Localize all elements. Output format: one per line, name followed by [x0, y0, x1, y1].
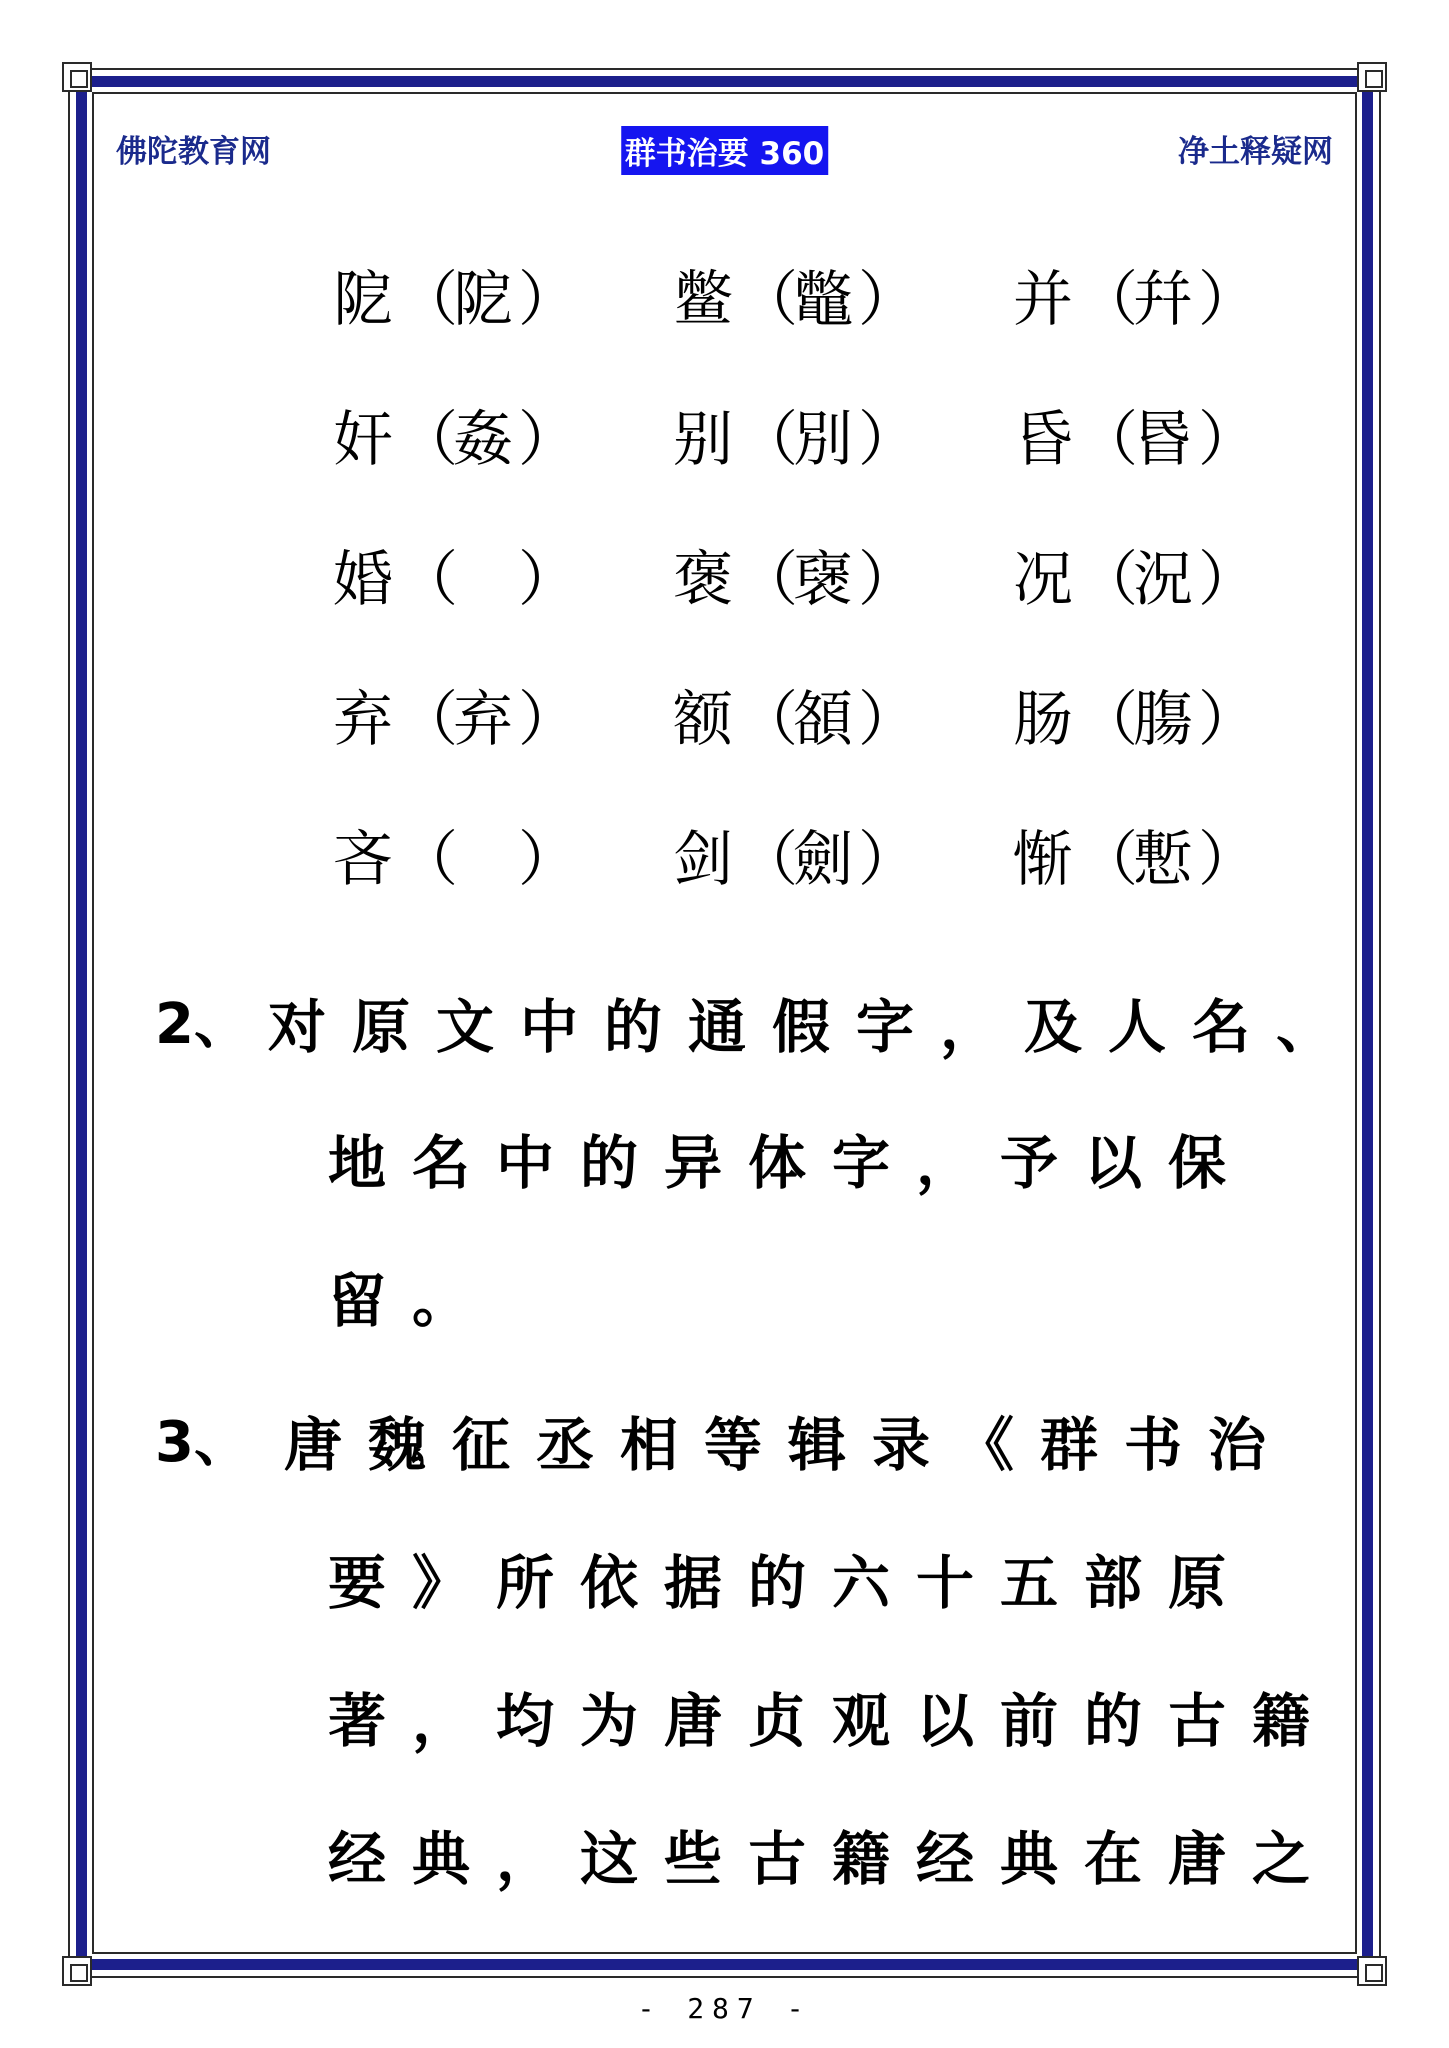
corner-ornament-bottom-left: [62, 1956, 92, 1986]
variant-character: 幷: [1133, 265, 1193, 335]
variant-pair: [328, 825, 668, 895]
standard-character: 肠: [1013, 685, 1073, 755]
corner-ornament-top-left: [62, 62, 92, 92]
item-3-line-3: 著，均为唐贞观以前的古籍: [328, 1687, 1337, 1755]
variant-character: 姦: [453, 405, 513, 475]
variant-pair: [668, 405, 1008, 475]
variant-row: [328, 545, 1348, 615]
standard-character: 别: [673, 405, 733, 475]
close-paren: ）: [858, 265, 918, 335]
variant-character: 昬: [1133, 405, 1193, 475]
variant-character: 劍: [793, 825, 853, 895]
variant-character: 襃: [793, 545, 853, 615]
corner-ornament-bottom-right: [1357, 1956, 1387, 1986]
header-title: 群书治要 360: [621, 126, 829, 175]
variant-pair: [328, 545, 668, 615]
open-paren: （: [1078, 545, 1138, 615]
standard-character: 惭: [1013, 825, 1073, 895]
variant-character: 膓: [1133, 685, 1193, 755]
variant-character: 阸: [453, 265, 513, 335]
standard-character: 昏: [1013, 405, 1073, 475]
variant-pair: [668, 685, 1008, 755]
standard-character: 况: [1013, 545, 1073, 615]
standard-character: 剑: [673, 825, 733, 895]
close-paren: ）: [858, 685, 918, 755]
item-3-line-4: 经典，这些古籍经典在唐之: [328, 1825, 1337, 1893]
variant-pair: [328, 405, 668, 475]
header-site-right: 净土释疑网: [1178, 134, 1333, 170]
close-paren: ）: [518, 825, 578, 895]
variant-row: [328, 265, 1348, 335]
close-paren: ）: [858, 545, 918, 615]
variant-character: 頟: [793, 685, 853, 755]
standard-character: 阸: [333, 265, 393, 335]
variant-row: [328, 685, 1348, 755]
standard-character: 弃: [333, 685, 393, 755]
close-paren: ）: [518, 685, 578, 755]
open-paren: （: [1078, 265, 1138, 335]
page-number: - 287 -: [637, 1992, 812, 2025]
variant-character: 慙: [1133, 825, 1193, 895]
open-paren: （: [738, 825, 798, 895]
open-paren: （: [398, 545, 458, 615]
standard-character: 吝: [333, 825, 393, 895]
standard-character: 额: [673, 685, 733, 755]
variant-pair: [328, 685, 668, 755]
close-paren: ）: [518, 405, 578, 475]
open-paren: （: [398, 825, 458, 895]
variant-pair: [1008, 545, 1348, 615]
item-3-line-1: 唐魏征丞相等辑录《群书治: [284, 1411, 1293, 1479]
variant-character: 別: [793, 405, 853, 475]
close-paren: ）: [1198, 545, 1258, 615]
variant-row: [328, 825, 1348, 895]
close-paren: ）: [1198, 405, 1258, 475]
open-paren: （: [738, 265, 798, 335]
standard-character: 婚: [333, 545, 393, 615]
close-paren: ）: [1198, 685, 1258, 755]
close-paren: ）: [518, 545, 578, 615]
variant-pair: [668, 265, 1008, 335]
variant-pair: [668, 545, 1008, 615]
close-paren: ）: [858, 825, 918, 895]
corner-ornament-top-right: [1357, 62, 1387, 92]
variant-character: 況: [1133, 545, 1193, 615]
variant-character: 鼈: [793, 265, 853, 335]
close-paren: ）: [858, 405, 918, 475]
variant-pair: [1008, 405, 1348, 475]
standard-character: 褒: [673, 545, 733, 615]
item-3-number: 3、: [155, 1410, 250, 1475]
variant-pair: [328, 265, 668, 335]
variant-pair: [668, 825, 1008, 895]
open-paren: （: [1078, 825, 1138, 895]
standard-character: 奸: [333, 405, 393, 475]
item-2-line-2: 地名中的异体字，予以保: [328, 1129, 1253, 1197]
close-paren: ）: [1198, 825, 1258, 895]
open-paren: （: [398, 265, 458, 335]
variant-pair: [1008, 825, 1348, 895]
item-2-line-1: 对原文中的通假字，及人名、: [268, 993, 1361, 1061]
header-site-left: 佛陀教育网: [116, 134, 271, 170]
open-paren: （: [1078, 685, 1138, 755]
close-paren: ）: [518, 265, 578, 335]
variant-row: [328, 405, 1348, 475]
open-paren: （: [738, 545, 798, 615]
open-paren: （: [738, 685, 798, 755]
item-3-line-2: 要》所依据的六十五部原: [328, 1549, 1253, 1617]
item-2-line-3: 留。: [328, 1267, 497, 1335]
item-2-number: 2、: [155, 992, 250, 1057]
variant-character: 弃: [453, 685, 513, 755]
open-paren: （: [1078, 405, 1138, 475]
variant-pair: [1008, 685, 1348, 755]
standard-character: 鳖: [673, 265, 733, 335]
open-paren: （: [398, 405, 458, 475]
close-paren: ）: [1198, 265, 1258, 335]
open-paren: （: [738, 405, 798, 475]
variant-pair: [1008, 265, 1348, 335]
standard-character: 并: [1013, 265, 1073, 335]
open-paren: （: [398, 685, 458, 755]
